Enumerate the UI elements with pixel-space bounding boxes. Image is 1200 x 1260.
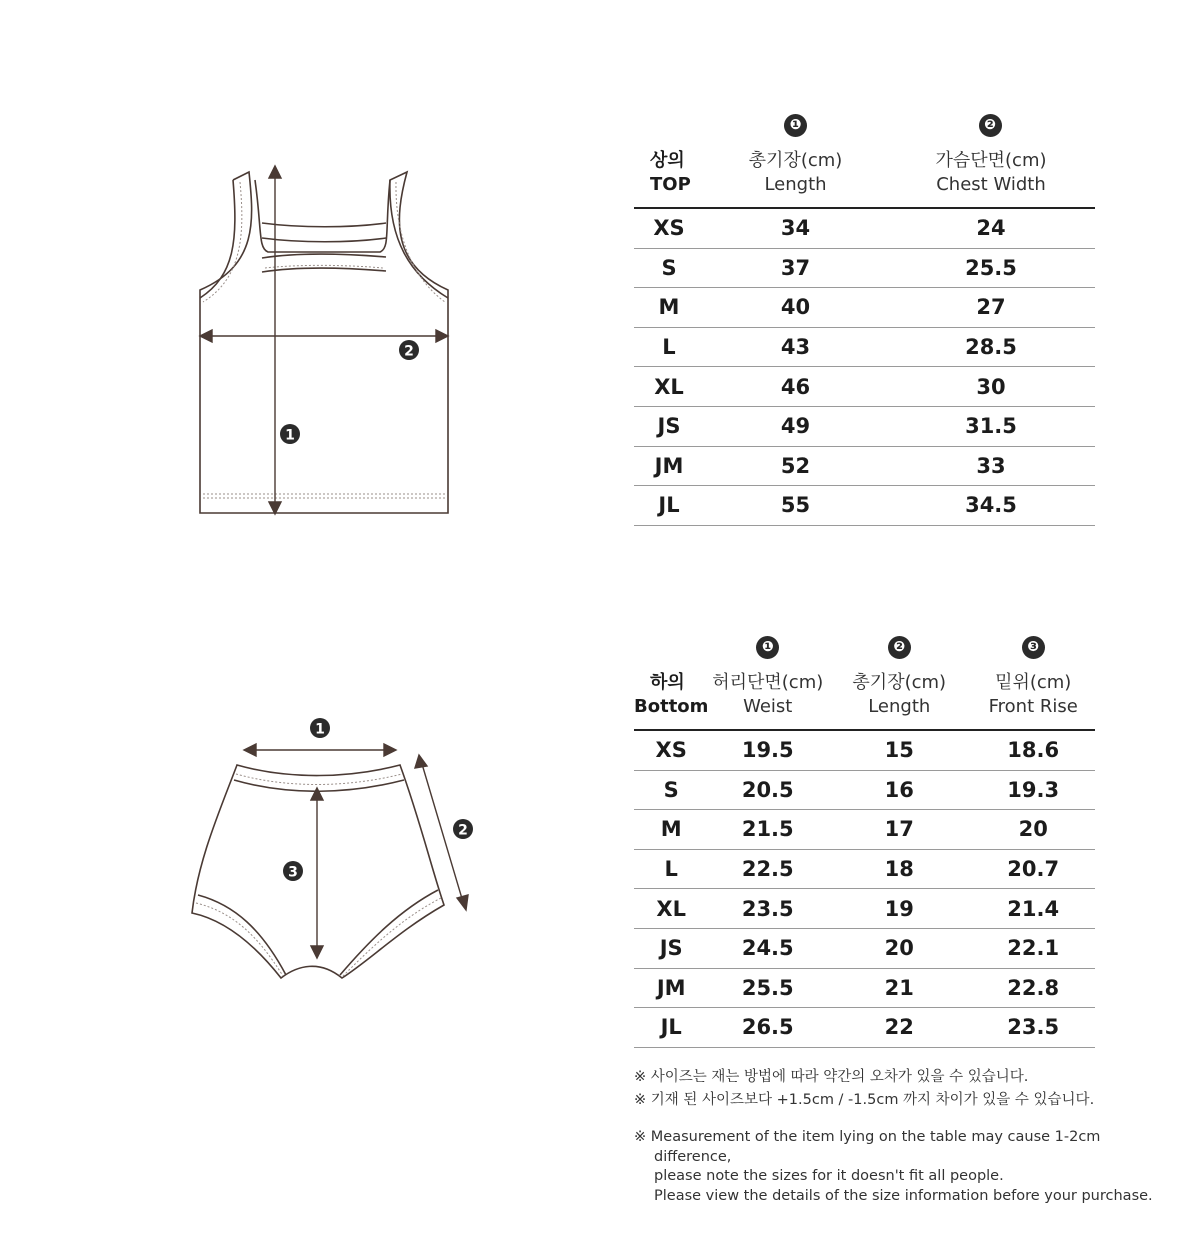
svg-text:2: 2 (458, 822, 468, 839)
top-category-kr: 상의 (650, 150, 685, 171)
size-cell: L (634, 327, 704, 367)
table-row (634, 208, 1095, 248)
value-cell: 20.7 (971, 849, 1095, 889)
bottom-header-row (634, 671, 1095, 730)
size-cell: S (634, 770, 708, 810)
top-col-chest-en: Chest Width (936, 174, 1046, 195)
bottom-category-en: Bottom (634, 696, 709, 717)
bottom-col-waist (708, 671, 827, 730)
size-cell: XL (634, 889, 708, 929)
size-cell: XS (634, 208, 704, 248)
value-cell: 20.5 (708, 770, 827, 810)
value-cell: 49 (704, 406, 887, 446)
value-cell: 33 (887, 446, 1095, 486)
value-cell: 15 (827, 730, 971, 770)
bottom-badge-3: ❸ (1022, 636, 1045, 659)
value-cell: 21 (827, 968, 971, 1008)
value-cell: 19.3 (971, 770, 1095, 810)
value-cell: 20 (971, 810, 1095, 850)
value-cell: 52 (704, 446, 887, 486)
value-cell: 25.5 (887, 248, 1095, 288)
top-marker-chest (399, 340, 419, 360)
table-row (634, 849, 1095, 889)
table-row (634, 327, 1095, 367)
table-row (634, 446, 1095, 486)
table-row (634, 367, 1095, 407)
note-en-2: please note the sizes for it doesn't fit all people. (654, 1168, 1004, 1184)
bottom-marker-rise (283, 861, 303, 881)
value-cell: 43 (704, 327, 887, 367)
table-row (634, 889, 1095, 929)
note-kr-2: ※ 기재 된 사이즈보다 +1.5cm / -1.5cm 까지 차이가 있을 수 있습니다. (634, 1092, 1095, 1108)
top-header-row (634, 149, 1095, 208)
note-en-3: Please view the details of the size information before your purchase. (654, 1187, 1153, 1204)
value-cell: 20 (827, 928, 971, 968)
size-cell: M (634, 288, 704, 328)
size-cell: JS (634, 928, 708, 968)
value-cell: 28.5 (887, 327, 1095, 367)
value-cell: 16 (827, 770, 971, 810)
note-en (634, 1128, 1174, 1206)
bottom-category-kr: 하의 (650, 672, 685, 693)
top-category-en: TOP (650, 174, 691, 195)
bottom-size-table (634, 636, 1095, 1048)
value-cell: 21.5 (708, 810, 827, 850)
top-col-chest-kr: 가슴단면(cm) (935, 150, 1047, 171)
top-badge-row (634, 114, 1095, 149)
svg-text:1: 1 (285, 427, 295, 444)
table-row (634, 248, 1095, 288)
top-category-header (634, 149, 704, 208)
top-garment-diagram (180, 150, 480, 530)
value-cell: 19 (827, 889, 971, 929)
size-cell: XL (634, 367, 704, 407)
value-cell: 46 (704, 367, 887, 407)
value-cell: 18 (827, 849, 971, 889)
note-kr-1: ※ 사이즈는 재는 방법에 따라 약간의 오차가 있을 수 있습니다. (634, 1069, 1029, 1085)
bottom-badge-2: ❷ (888, 636, 911, 659)
value-cell: 31.5 (887, 406, 1095, 446)
table-row (634, 288, 1095, 328)
bottom-badge-row (634, 636, 1095, 671)
size-cell: XS (634, 730, 708, 770)
size-cell: JL (634, 1008, 708, 1048)
size-cell: S (634, 248, 704, 288)
svg-text:1: 1 (315, 721, 325, 738)
value-cell: 21.4 (971, 889, 1095, 929)
top-badge-1: ❶ (784, 114, 807, 137)
size-cell: JS (634, 406, 704, 446)
size-cell: M (634, 810, 708, 850)
value-cell: 23.5 (708, 889, 827, 929)
table-row (634, 770, 1095, 810)
bottom-col-length (827, 671, 971, 730)
top-col-length-kr: 총기장(cm) (748, 150, 843, 171)
value-cell: 26.5 (708, 1008, 827, 1048)
table-row (634, 486, 1095, 526)
value-cell: 22 (827, 1008, 971, 1048)
value-cell: 23.5 (971, 1008, 1095, 1048)
bottom-col-rise-kr: 밑위(cm) (995, 672, 1072, 693)
table-row (634, 1008, 1095, 1048)
size-notes (634, 1066, 1174, 1206)
value-cell: 22.8 (971, 968, 1095, 1008)
table-row (634, 406, 1095, 446)
value-cell: 19.5 (708, 730, 827, 770)
size-cell: L (634, 849, 708, 889)
note-en-1: ※ Measurement of the item lying on the table may cause 1-2cm difference, (634, 1129, 1101, 1165)
value-cell: 37 (704, 248, 887, 288)
bottom-col-length-kr: 총기장(cm) (852, 672, 947, 693)
value-cell: 34.5 (887, 486, 1095, 526)
value-cell: 40 (704, 288, 887, 328)
bottom-col-rise (971, 671, 1095, 730)
top-col-length (704, 149, 887, 208)
top-size-table (634, 114, 1095, 526)
value-cell: 34 (704, 208, 887, 248)
svg-text:2: 2 (404, 343, 414, 360)
value-cell: 22.5 (708, 849, 827, 889)
value-cell: 25.5 (708, 968, 827, 1008)
bottom-garment-diagram (180, 700, 490, 1000)
bottom-badge-1: ❶ (756, 636, 779, 659)
value-cell: 22.1 (971, 928, 1095, 968)
value-cell: 30 (887, 367, 1095, 407)
table-row (634, 968, 1095, 1008)
top-col-length-en: Length (764, 174, 827, 195)
table-row (634, 730, 1095, 770)
value-cell: 24.5 (708, 928, 827, 968)
bottom-col-rise-en: Front Rise (988, 696, 1078, 717)
value-cell: 18.6 (971, 730, 1095, 770)
bottom-marker-waist (310, 718, 330, 738)
table-row (634, 810, 1095, 850)
bottom-marker-length (453, 819, 473, 839)
bottom-col-waist-en: Weist (743, 696, 793, 717)
table-row (634, 928, 1095, 968)
size-cell: JM (634, 446, 704, 486)
value-cell: 24 (887, 208, 1095, 248)
top-marker-length (280, 424, 300, 444)
svg-text:3: 3 (288, 864, 298, 881)
top-badge-2: ❷ (979, 114, 1002, 137)
bottom-category-header (634, 671, 708, 730)
size-cell: JL (634, 486, 704, 526)
value-cell: 27 (887, 288, 1095, 328)
top-col-chest (887, 149, 1095, 208)
size-cell: JM (634, 968, 708, 1008)
bottom-col-length-en: Length (868, 696, 931, 717)
value-cell: 17 (827, 810, 971, 850)
bottom-col-waist-kr: 허리단면(cm) (712, 672, 824, 693)
value-cell: 55 (704, 486, 887, 526)
